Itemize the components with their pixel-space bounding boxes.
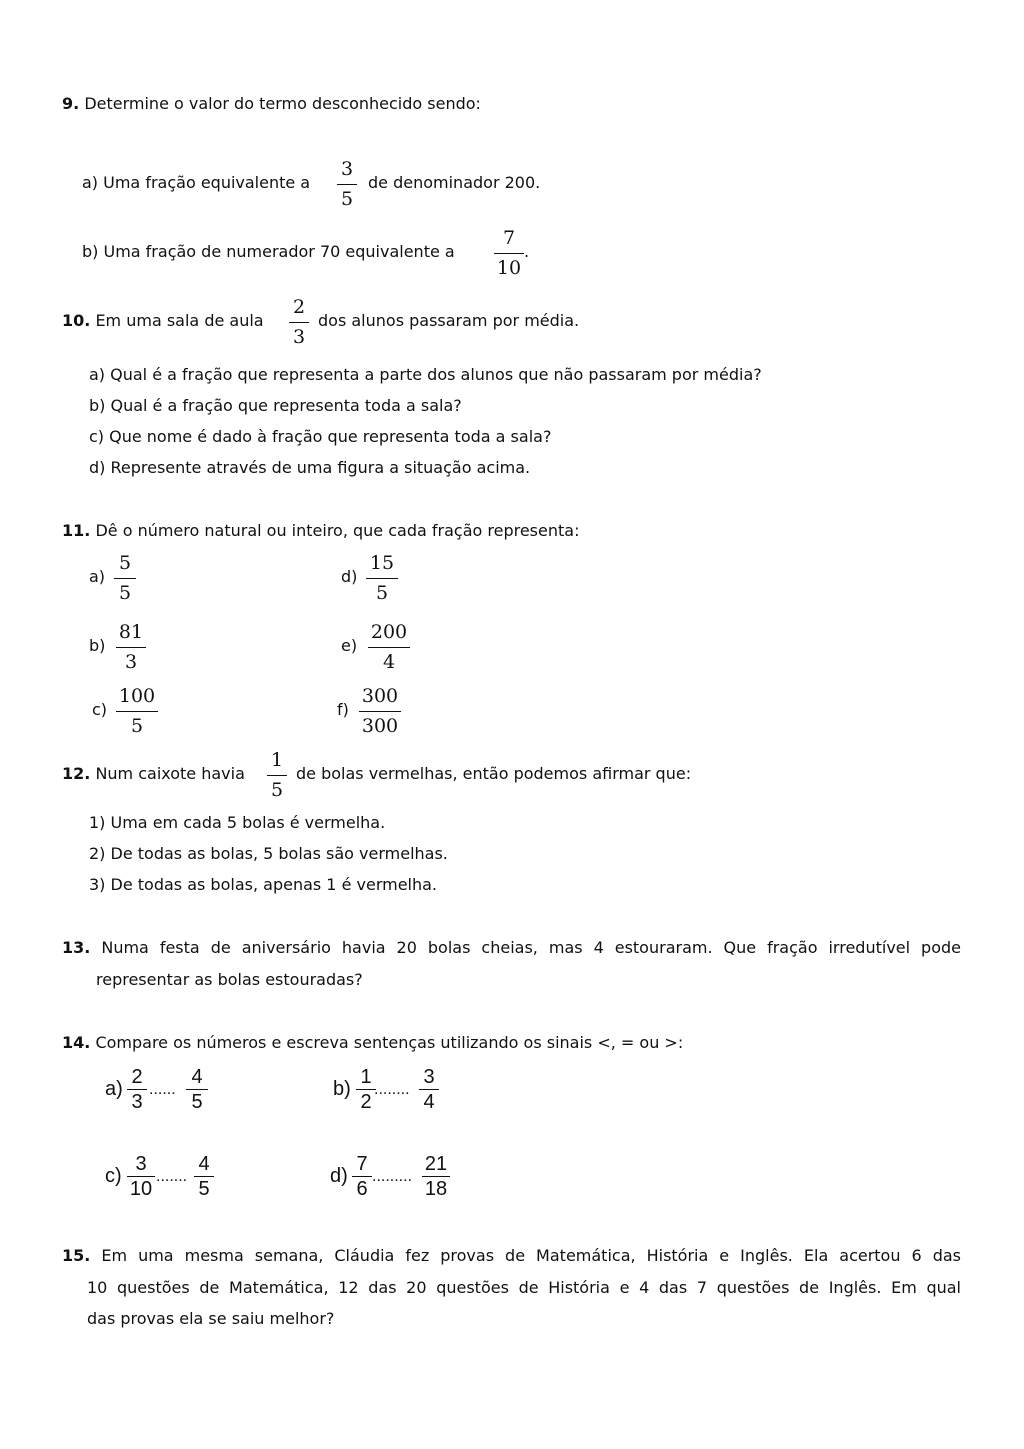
question-14-label-b: b) [333,1078,351,1100]
question-14-dots-c: ....... [156,1168,188,1185]
question-14-label-a: a) [105,1078,123,1100]
question-10-fraction: 2 3 [289,297,309,348]
question-9b-after: . [524,242,530,261]
question-10-after: dos alunos passaram por média. [318,311,580,330]
question-9b-fraction: 7 10 [494,228,524,279]
question-11-title: 11. Dê o número natural ou inteiro, que cada fração representa: [62,521,580,540]
question-14-label-d: d) [330,1165,348,1187]
question-11-label-b: b) [89,636,106,655]
question-14-fraction-b1: 1 2 [356,1066,376,1113]
question-11-label-e: e) [341,636,358,655]
question-9a-after: de denominador 200. [368,173,541,192]
question-14-fraction-b2: 3 4 [419,1066,439,1113]
question-10-item: d) Represente através de uma figura a situação acima. [89,458,531,477]
question-10-item: c) Que nome é dado à fração que representa toda a sala? [89,427,552,446]
question-9a-text: a) Uma fração equivalente a [82,173,311,192]
question-14-fraction-c2: 4 5 [194,1153,214,1200]
question-11-fraction-a: 5 5 [114,553,136,604]
question-14-fraction-d2: 21 18 [422,1153,450,1200]
question-10-title: 10. Em uma sala de aula [62,311,264,330]
question-11-fraction-b: 81 3 [116,622,146,673]
question-12-title: 12. Num caixote havia [62,764,245,783]
question-13-line1: 13. Numa festa de aniversário havia 20 bolas cheias, mas 4 estouraram. Que fração irredutível pode [62,938,962,957]
question-14-fraction-d1: 7 6 [352,1153,372,1200]
question-14-fraction-a1: 2 3 [127,1066,147,1113]
question-14-fraction-a2: 4 5 [186,1066,208,1113]
question-10-item: a) Qual é a fração que representa a parte dos alunos que não passaram por média? [89,365,762,384]
question-11-fraction-d: 15 5 [366,553,398,604]
question-9a-fraction: 3 5 [337,159,357,210]
question-11-fraction-c: 100 5 [116,686,158,737]
question-11-label-d: d) [341,567,358,586]
question-14-label-c: c) [105,1165,122,1187]
question-11-label-c: c) [92,700,108,719]
question-12-fraction: 1 5 [267,750,287,801]
question-13-line2: representar as bolas estouradas? [96,970,363,989]
question-9b-text: b) Uma fração de numerador 70 equivalente a [82,242,455,261]
question-15-line1: 15. Em uma mesma semana, Cláudia fez provas de Matemática, História e Inglês. Ela acertou 6 das [62,1246,961,1265]
question-11-label-f: f) [337,700,349,719]
question-11-label-a: a) [89,567,106,586]
question-14-fraction-c1: 3 10 [127,1153,155,1200]
question-14-title: 14. Compare os números e escreva sentenças utilizando os sinais <, = ou >: [62,1033,684,1052]
question-15-line3: das provas ela se saiu melhor? [87,1309,335,1328]
question-15-line2: 10 questões de Matemática, 12 das 20 questões de História e 4 das 7 questões de Inglês. Em qual [87,1278,961,1297]
question-14-dots-d: ......... [372,1168,413,1185]
question-11-fraction-f: 300 300 [359,686,401,737]
question-12-item: 2) De todas as bolas, 5 bolas são vermelhas. [89,844,448,863]
question-11-fraction-e: 200 4 [368,622,410,673]
question-9-title: 9. Determine o valor do termo desconhecido sendo: [62,94,481,113]
question-12-after: de bolas vermelhas, então podemos afirmar que: [296,764,692,783]
question-12-item: 3) De todas as bolas, apenas 1 é vermelha. [89,875,438,894]
question-10-item: b) Qual é a fração que representa toda a sala? [89,396,462,415]
question-14-dots-a: ...... [149,1081,176,1098]
question-14-dots-b: ........ [374,1081,410,1098]
question-12-item: 1) Uma em cada 5 bolas é vermelha. [89,813,386,832]
